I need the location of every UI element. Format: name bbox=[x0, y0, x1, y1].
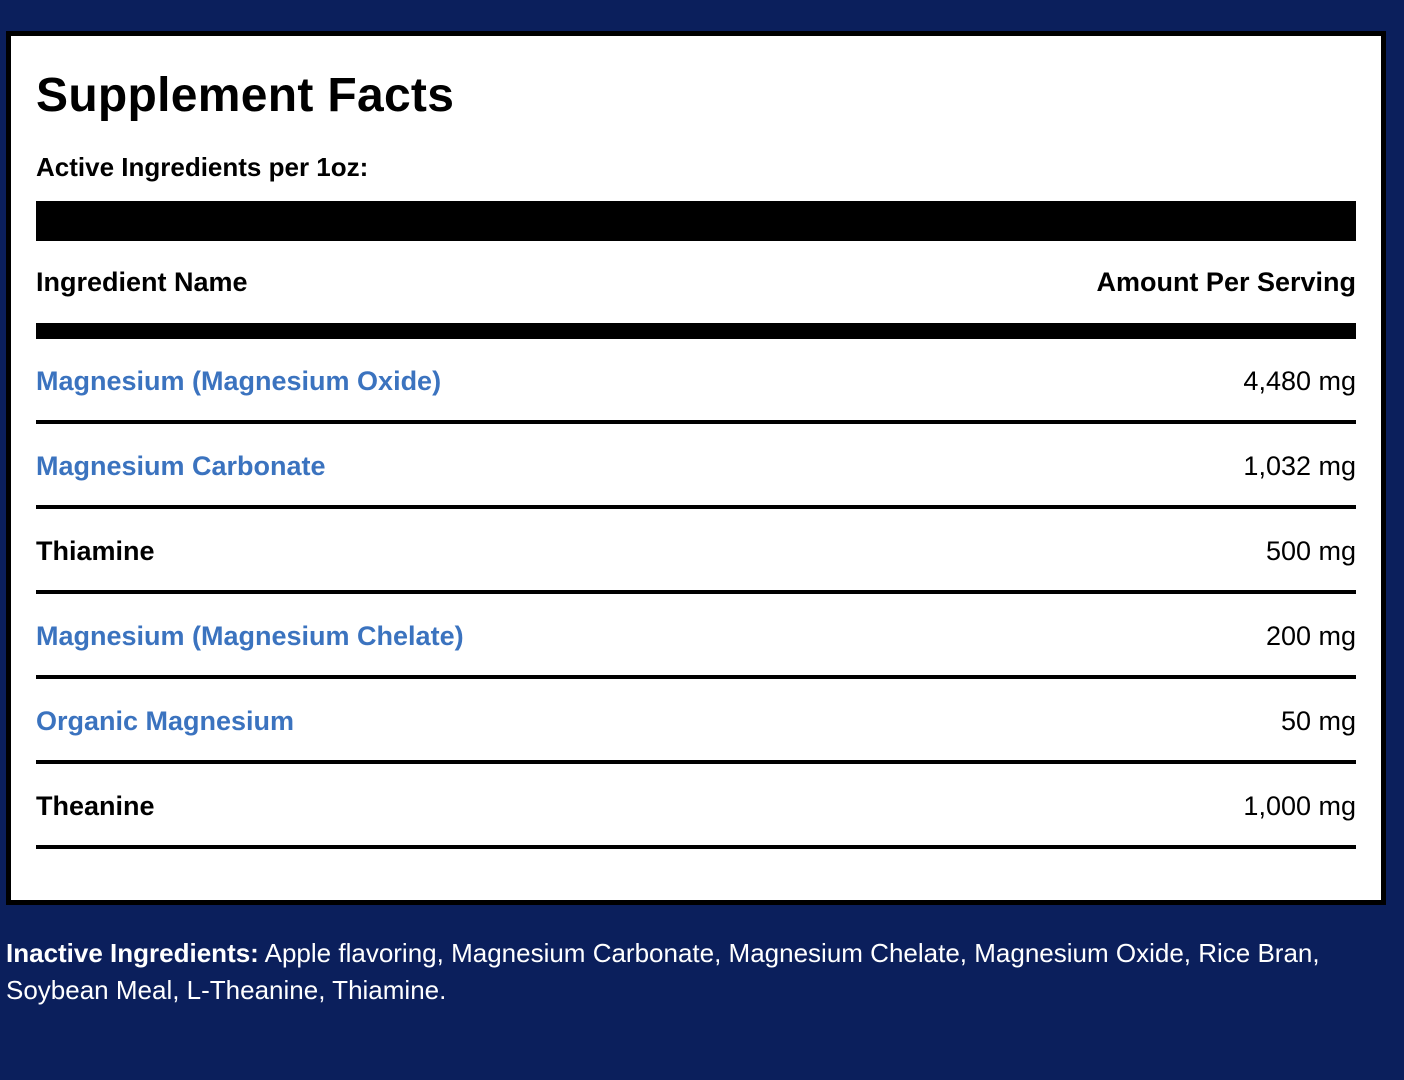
thick-divider-top bbox=[36, 201, 1356, 241]
ingredient-row bbox=[36, 764, 1356, 849]
ingredient-link-magnesium-chelate[interactable]: Magnesium (Magnesium Chelate) bbox=[36, 621, 464, 651]
ingredient-link-magnesium-oxide[interactable]: Magnesium (Magnesium Oxide) bbox=[36, 366, 442, 396]
inactive-ingredients-text: Apple flavoring, Magnesium Carbonate, Magnesium Chelate, Magnesium Oxide, Rice Bran, Soybean Meal, L-Theanine, Thiamine. bbox=[6, 938, 1320, 1005]
supplement-facts-panel bbox=[6, 31, 1386, 905]
ingredient-amount: 50 mg bbox=[1280, 706, 1356, 736]
ingredient-row bbox=[36, 509, 1356, 594]
thick-divider-middle bbox=[36, 323, 1356, 339]
ingredient-name-thiamine: Thiamine bbox=[36, 536, 155, 566]
ingredient-amount: 1,032 mg bbox=[1243, 451, 1356, 481]
ingredient-amount: 500 mg bbox=[1265, 536, 1356, 566]
ingredient-amount: 200 mg bbox=[1265, 621, 1356, 651]
ingredient-row bbox=[36, 594, 1356, 679]
ingredient-link-organic-magnesium[interactable]: Organic Magnesium bbox=[36, 706, 295, 736]
ingredient-link-magnesium-carbonate[interactable]: Magnesium Carbonate bbox=[36, 451, 326, 481]
ingredient-row bbox=[36, 339, 1356, 424]
ingredient-name-header: Ingredient Name bbox=[36, 267, 248, 297]
ingredient-row bbox=[36, 679, 1356, 764]
inactive-ingredients-label: Inactive Ingredients: bbox=[6, 938, 259, 968]
amount-per-serving-header: Amount Per Serving bbox=[1096, 267, 1356, 297]
serving-size-label: Active Ingredients per 1oz: bbox=[36, 152, 369, 182]
ingredient-amount: 4,480 mg bbox=[1243, 366, 1356, 396]
ingredient-row bbox=[36, 424, 1356, 509]
ingredient-name-theanine: Theanine bbox=[36, 791, 155, 821]
ingredient-list bbox=[36, 339, 1356, 849]
facts-title: Supplement Facts bbox=[36, 69, 455, 122]
ingredient-amount: 1,000 mg bbox=[1243, 791, 1356, 821]
inactive-ingredients bbox=[6, 935, 1386, 1009]
